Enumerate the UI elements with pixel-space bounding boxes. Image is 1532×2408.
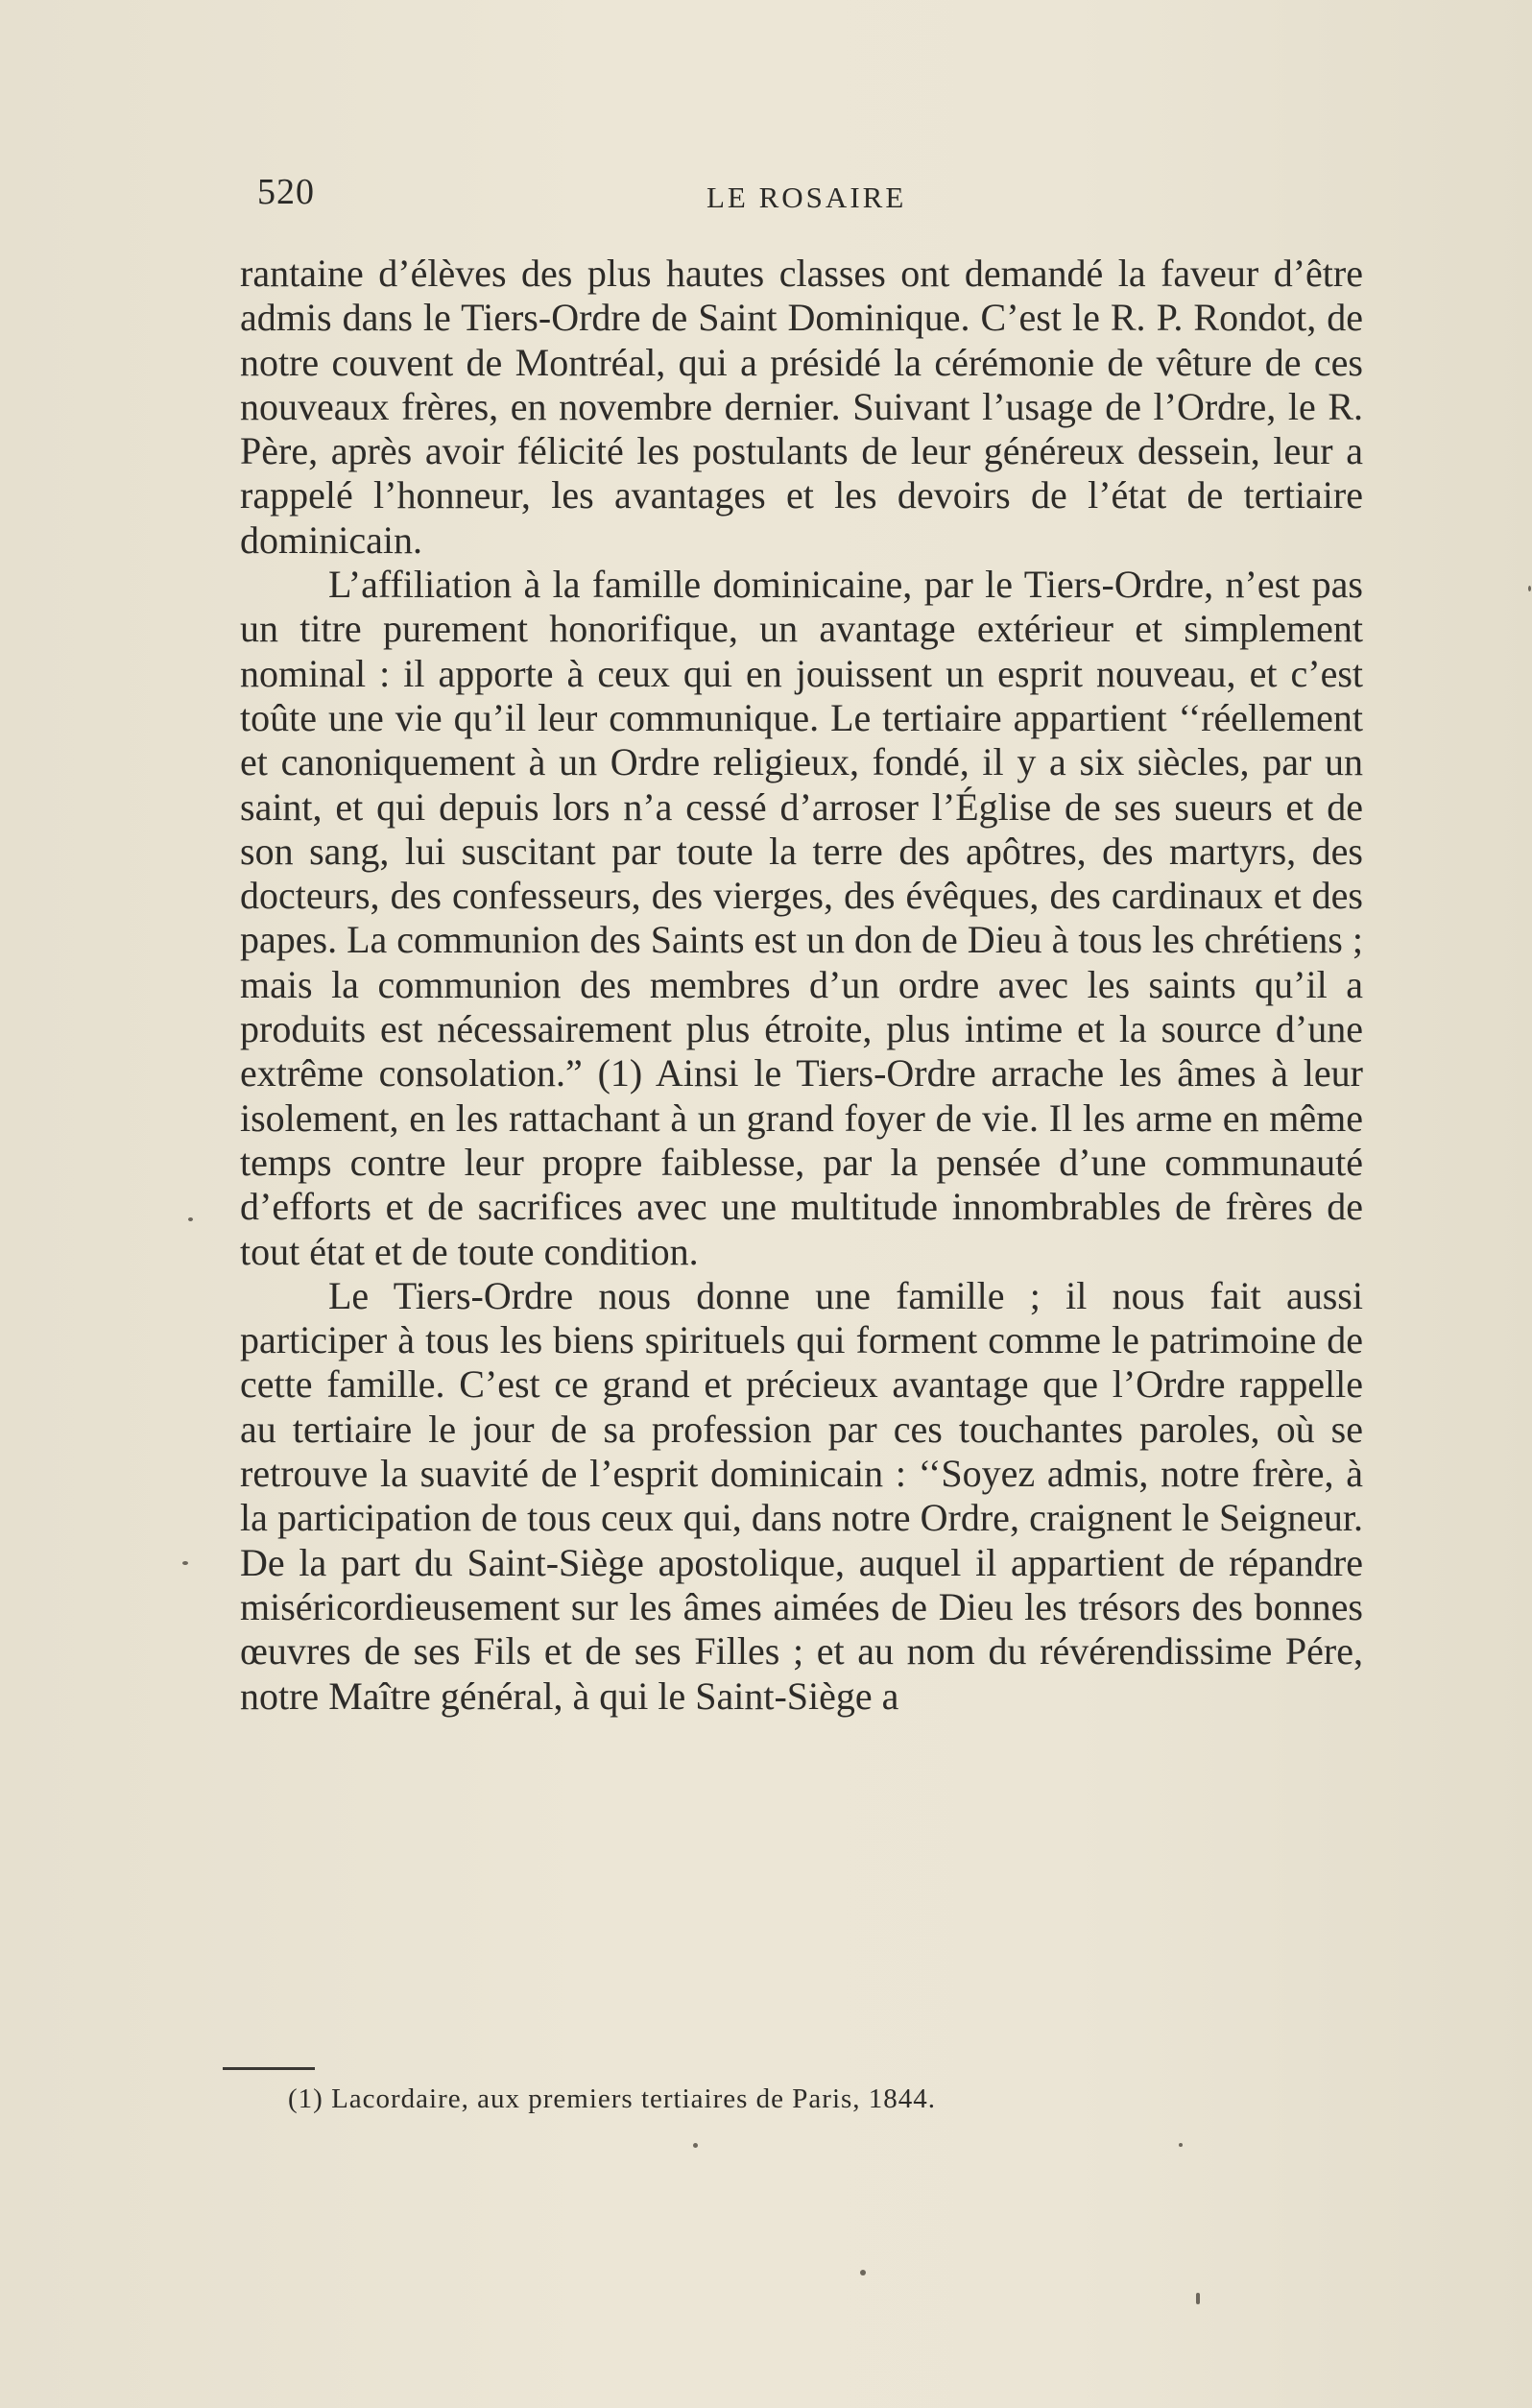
paper-speck: [182, 1561, 188, 1565]
paper-speck: [860, 2270, 866, 2276]
body-text: [240, 252, 1363, 1719]
paragraph-3: Le Tiers-Ordre nous donne une famille ; il nous fait aussi participer à tous les biens spirituels qui forment comme le patrimoine de cette famille. C’est ce grand et précieux avantage que l’Ordre rappelle au tertiaire le jour de sa profession par ces touchantes paroles, où se retrouve la suavité de l’esprit dominicain : ‘‘Soyez admis, notre frère, à la participation de tous ceux qui, dans notre Ordre, craignent le Seigneur. De la part du Saint-Siège apostolique, auquel il appartient de répandre miséricordieusement sur les âmes aimées de Dieu les trésors des bonnes œuvres de ses Fils et de ses Filles ; et au nom du révérendissime Pére, notre Maître général, à qui le Saint-Siège a: [240, 1273, 1363, 1718]
paper-speck: [188, 1217, 193, 1221]
page-number: 520: [257, 172, 315, 212]
paper-speck: [1528, 586, 1531, 591]
paper-speck: [1179, 2143, 1183, 2147]
footnote-rule: [223, 2067, 315, 2070]
running-title: LE ROSAIRE: [706, 181, 907, 214]
paragraph-1: rantaine d’élèves des plus hautes classes ont demandé la faveur d’être admis dans le Tiers-Ordre de Saint Dominique. C’est le R. P. Rondot, de notre couvent de Montréal, qui a présidé la cérémonie de vêture de ces nouveaux frères, en novembre dernier. Suivant l’usage de l’Ordre, le R. Père, après avoir félicité les postulants de leur généreux dessein, leur a rappelé l’honneur, les avantages et les devoirs de l’état de tertiaire dominicain.: [240, 252, 1363, 562]
page-header: [257, 171, 1371, 229]
paragraph-2: L’affiliation à la famille dominicaine, par le Tiers-Ordre, n’est pas un titre purement honorifique, un avantage extérieur et simplement nominal : il apporte à ceux qui en jouissent un esprit nouveau, et c’est toûte une vie qu’il leur communique. Le tertiaire appartient ‘‘réellement et canoniquement à un Ordre religieux, fondé, il y a six siècles, par un saint, et qui depuis lors n’a cessé d’arroser l’Église de ses sueurs et de son sang, lui suscitant par toute la terre des apôtres, des martyrs, des docteurs, des confesseurs, des vierges, des évêques, des cardinaux et des papes. La communion des Saints est un don de Dieu à tous les chrétiens ; mais la communion des membres d’un ordre avec les saints qu’il a produits est nécessairement plus étroite, plus intime et la source d’une extrême consolation.” (1) Ainsi le Tiers-Ordre arrache les âmes à leur isolement, en les rattachant à un grand foyer de vie. Il les arme en même temps contre leur propre faiblesse, par la pensée d’une communauté d’efforts et de sacrifices avec une multitude innombrables de frères de tout état et de toute condition.: [240, 563, 1363, 1273]
paper-speck: [1196, 2293, 1200, 2304]
paper-speck: [693, 2143, 698, 2148]
footnote: (1) Lacordaire, aux premiers tertiaires de Paris, 1844.: [288, 2083, 937, 2114]
